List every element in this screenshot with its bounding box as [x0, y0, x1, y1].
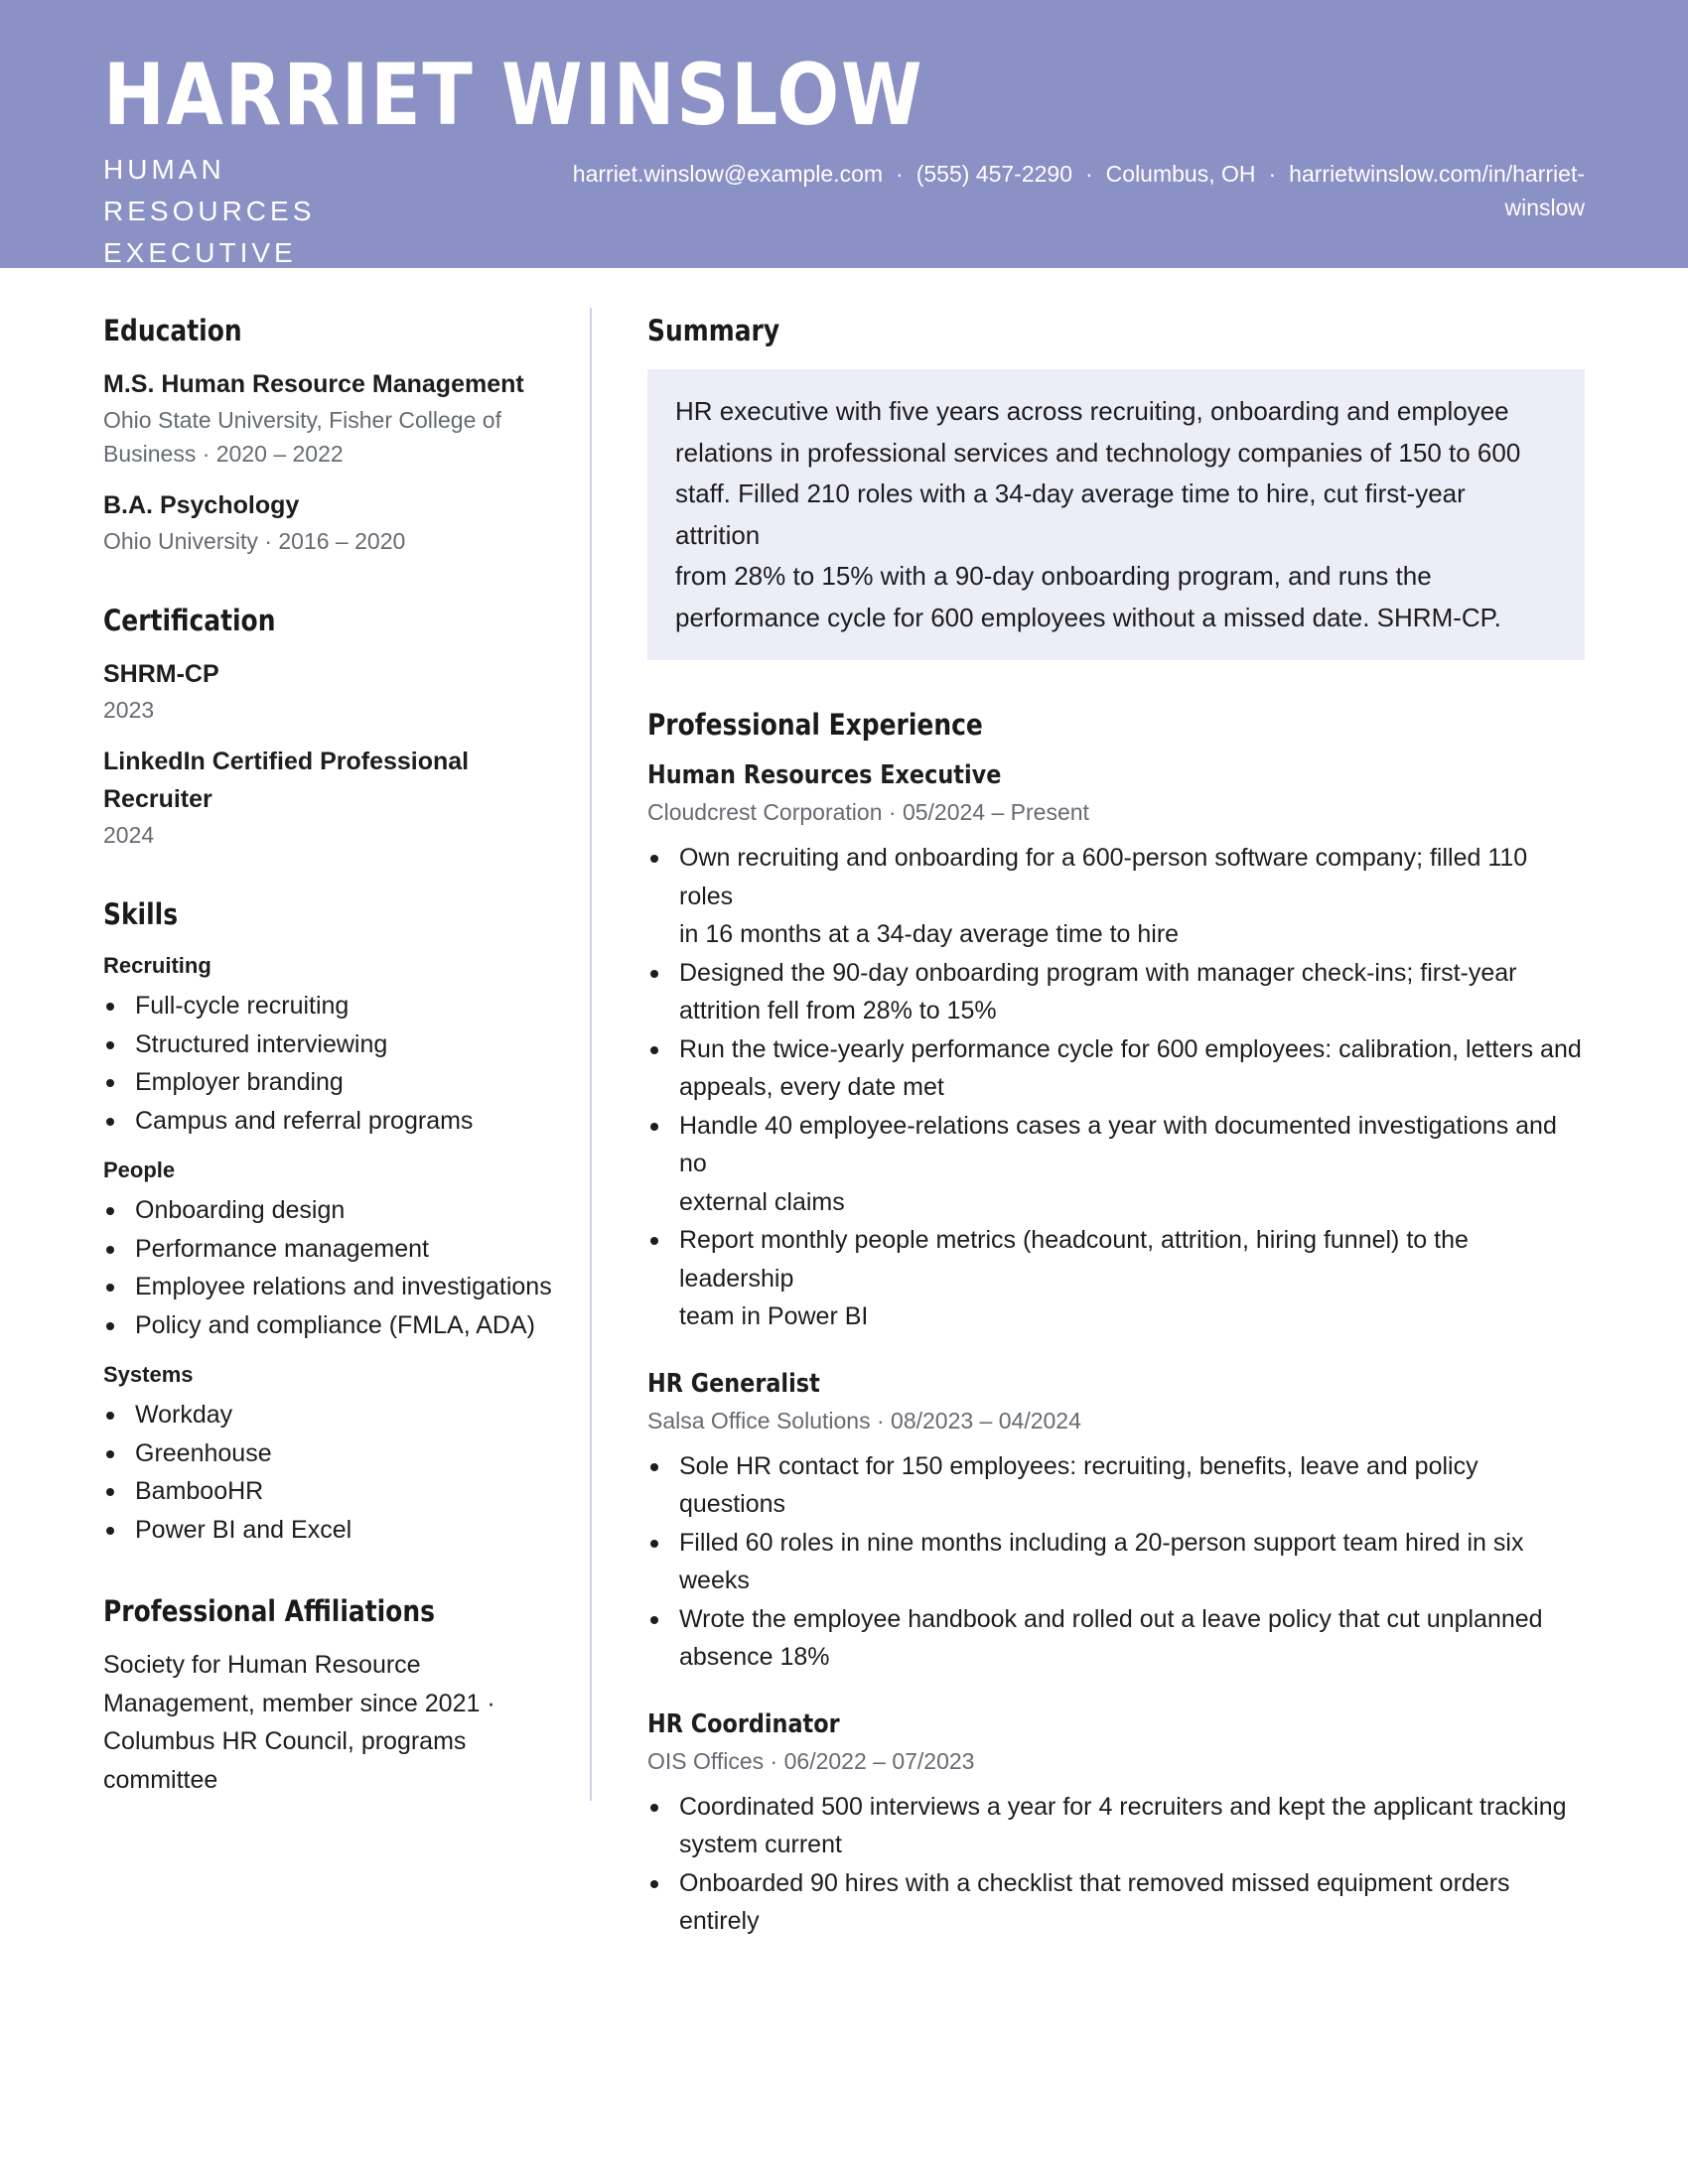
certification-year: 2023 [103, 697, 155, 723]
summary-line: from 28% to 15% with a 90-day onboarding program, and runs the [675, 561, 1432, 591]
section-title: Professional Experience [647, 708, 983, 742]
job-bullet [647, 1864, 1585, 1941]
location: Columbus, OH [1105, 161, 1256, 187]
affiliations-text [103, 1646, 560, 1799]
section-title: Professional Affiliations [103, 1594, 435, 1628]
job-bullet [647, 1030, 1585, 1107]
skill-group-title: People [103, 1158, 176, 1182]
job-bullet [647, 839, 1585, 954]
bullet-line: Report monthly people metrics (headcount, attrition, hiring funnel) to the leadership [679, 1226, 1469, 1293]
website-link-continued[interactable]: winslow [1504, 195, 1585, 220]
bullet-line: in 16 months at a 34-day average time to hire [679, 920, 1180, 948]
skill-group [103, 1154, 560, 1344]
resume-header [0, 0, 1688, 268]
job-entry [647, 1705, 1585, 1941]
job-bullets [647, 1788, 1585, 1941]
bullet-line: external claims [679, 1187, 845, 1216]
education-entry [103, 365, 560, 471]
right-column [647, 310, 1585, 1969]
candidate-name: HARRIET WINSLOW [103, 46, 924, 145]
role-line: HUMAN RESOURCES [103, 154, 316, 226]
summary-section [647, 310, 1585, 660]
section-title: Summary [647, 314, 780, 347]
skill-list [103, 1396, 560, 1549]
bullet-line: Wrote the employee handbook and rolled out a leave policy that cut unplanned [679, 1604, 1543, 1633]
bullet-line: Handle 40 employee-relations cases a year with documented investigations and no [679, 1111, 1557, 1177]
bullet-line: Sole HR contact for 150 employees: recruiting, benefits, leave and policy questions [679, 1451, 1478, 1518]
job-meta: Cloudcrest Corporation · 05/2024 – Present [647, 799, 1089, 825]
separator: · [1085, 161, 1093, 187]
degree: B.A. Psychology [103, 491, 300, 519]
skill-item: Structured interviewing [103, 1025, 560, 1064]
skill-list [103, 1191, 560, 1344]
skill-item: Campus and referral programs [103, 1102, 560, 1141]
bullet-line: Designed the 90-day onboarding program with manager check-ins; first-year [679, 958, 1517, 987]
job-bullets [647, 839, 1585, 1336]
certification-name: SHRM-CP [103, 660, 219, 688]
job-bullet [647, 1788, 1585, 1864]
phone-number: (555) 457-2290 [915, 161, 1072, 187]
affiliation-line: Society for Human Resource [103, 1651, 421, 1679]
candidate-role [103, 149, 401, 274]
job-meta: Salsa Office Solutions · 08/2023 – 04/2024 [647, 1407, 1081, 1433]
skill-group [103, 1358, 560, 1549]
bullet-line: Filled 60 roles in nine months including a 20-person support team hired in six weeks [679, 1528, 1524, 1594]
job-bullet [647, 1600, 1585, 1677]
job-entry [647, 1364, 1585, 1677]
bullet-line: Own recruiting and onboarding for a 600-person software company; filled 110 roles [679, 844, 1528, 910]
job-bullets [647, 1447, 1585, 1677]
column-divider [590, 308, 592, 1801]
skill-item: Policy and compliance (FMLA, ADA) [103, 1306, 560, 1345]
separator: · [1268, 161, 1277, 187]
skill-item: Full-cycle recruiting [103, 987, 560, 1025]
contact-info [512, 157, 1585, 224]
summary-line: HR executive with five years across recruiting, onboarding and employee [675, 396, 1509, 426]
email-link[interactable]: harriet.winslow@example.com [572, 161, 884, 187]
job-bullet [647, 954, 1585, 1030]
skill-item: Performance management [103, 1230, 560, 1269]
education-entry [103, 486, 560, 558]
section-title: Education [103, 314, 242, 347]
skill-group-title: Recruiting [103, 953, 211, 978]
affiliation-line: Management, member since 2021 · [103, 1689, 495, 1717]
affiliation-line: Columbus HR Council, programs [103, 1727, 467, 1755]
job-title: HR Coordinator [647, 1708, 840, 1739]
job-meta: OIS Offices · 06/2022 – 07/2023 [647, 1747, 975, 1774]
degree: M.S. Human Resource Management [103, 370, 524, 398]
job-bullet [647, 1221, 1585, 1336]
education-section [103, 310, 560, 558]
section-title: Certification [103, 604, 276, 637]
certification-name: Recruiter [103, 785, 212, 813]
skills-section [103, 893, 560, 1549]
job-bullet [647, 1107, 1585, 1222]
job-bullet [647, 1524, 1585, 1600]
skill-item: Onboarding design [103, 1191, 560, 1230]
bullet-line: Coordinated 500 interviews a year for 4 recruiters and kept the applicant tracking [679, 1792, 1567, 1821]
bullet-line: absence 18% [679, 1643, 830, 1671]
certification-entry [103, 655, 560, 727]
bullet-line: appeals, every date met [679, 1073, 944, 1101]
bullet-line: attrition fell from 28% to 15% [679, 997, 997, 1024]
bullet-line: entirely [679, 1907, 760, 1935]
skill-item: BambooHR [103, 1472, 560, 1511]
job-entry [647, 755, 1585, 1336]
skill-item: Workday [103, 1396, 560, 1434]
certification-year: 2024 [103, 822, 155, 848]
school: Ohio State University, Fisher College of [103, 407, 501, 433]
bullet-line: Run the twice-yearly performance cycle for 600 employees: calibration, letters and [679, 1034, 1582, 1063]
bullet-line: team in Power BI [679, 1302, 869, 1330]
skill-group [103, 949, 560, 1140]
bullet-line: Onboarded 90 hires with a checklist that removed missed equipment orders [679, 1868, 1510, 1897]
section-title: Skills [103, 897, 179, 931]
certification-entry [103, 743, 560, 852]
skill-item: Power BI and Excel [103, 1511, 560, 1550]
certification-name: LinkedIn Certified Professional [103, 748, 470, 775]
job-bullet [647, 1447, 1585, 1524]
experience-section [647, 704, 1585, 1941]
skill-item: Employer branding [103, 1063, 560, 1102]
summary-line: relations in professional services and technology companies of 150 to 600 [675, 437, 1521, 468]
contact-line [512, 157, 1585, 191]
skill-list [103, 987, 560, 1140]
summary-box [647, 369, 1585, 660]
summary-line: staff. Filled 210 roles with a 34-day average time to hire, cut first-year attrition [675, 478, 1466, 550]
skill-item: Greenhouse [103, 1434, 560, 1473]
school: Business · 2020 – 2022 [103, 441, 344, 467]
certification-section [103, 600, 560, 852]
role-line: EXECUTIVE [103, 237, 297, 268]
job-title: Human Resources Executive [647, 760, 1002, 790]
affiliations-section [103, 1590, 560, 1799]
skill-group-title: Systems [103, 1362, 194, 1387]
separator: · [896, 161, 904, 187]
website-link[interactable]: harrietwinslow.com/in/harriet- [1289, 161, 1585, 187]
affiliation-line: committee [103, 1765, 218, 1794]
bullet-line: system current [679, 1831, 842, 1858]
left-column [103, 310, 560, 1841]
job-title: HR Generalist [647, 1368, 820, 1399]
skill-item: Employee relations and investigations [103, 1268, 560, 1306]
school: Ohio University · 2016 – 2020 [103, 528, 406, 554]
summary-line: performance cycle for 600 employees without a missed date. SHRM-CP. [675, 602, 1501, 632]
